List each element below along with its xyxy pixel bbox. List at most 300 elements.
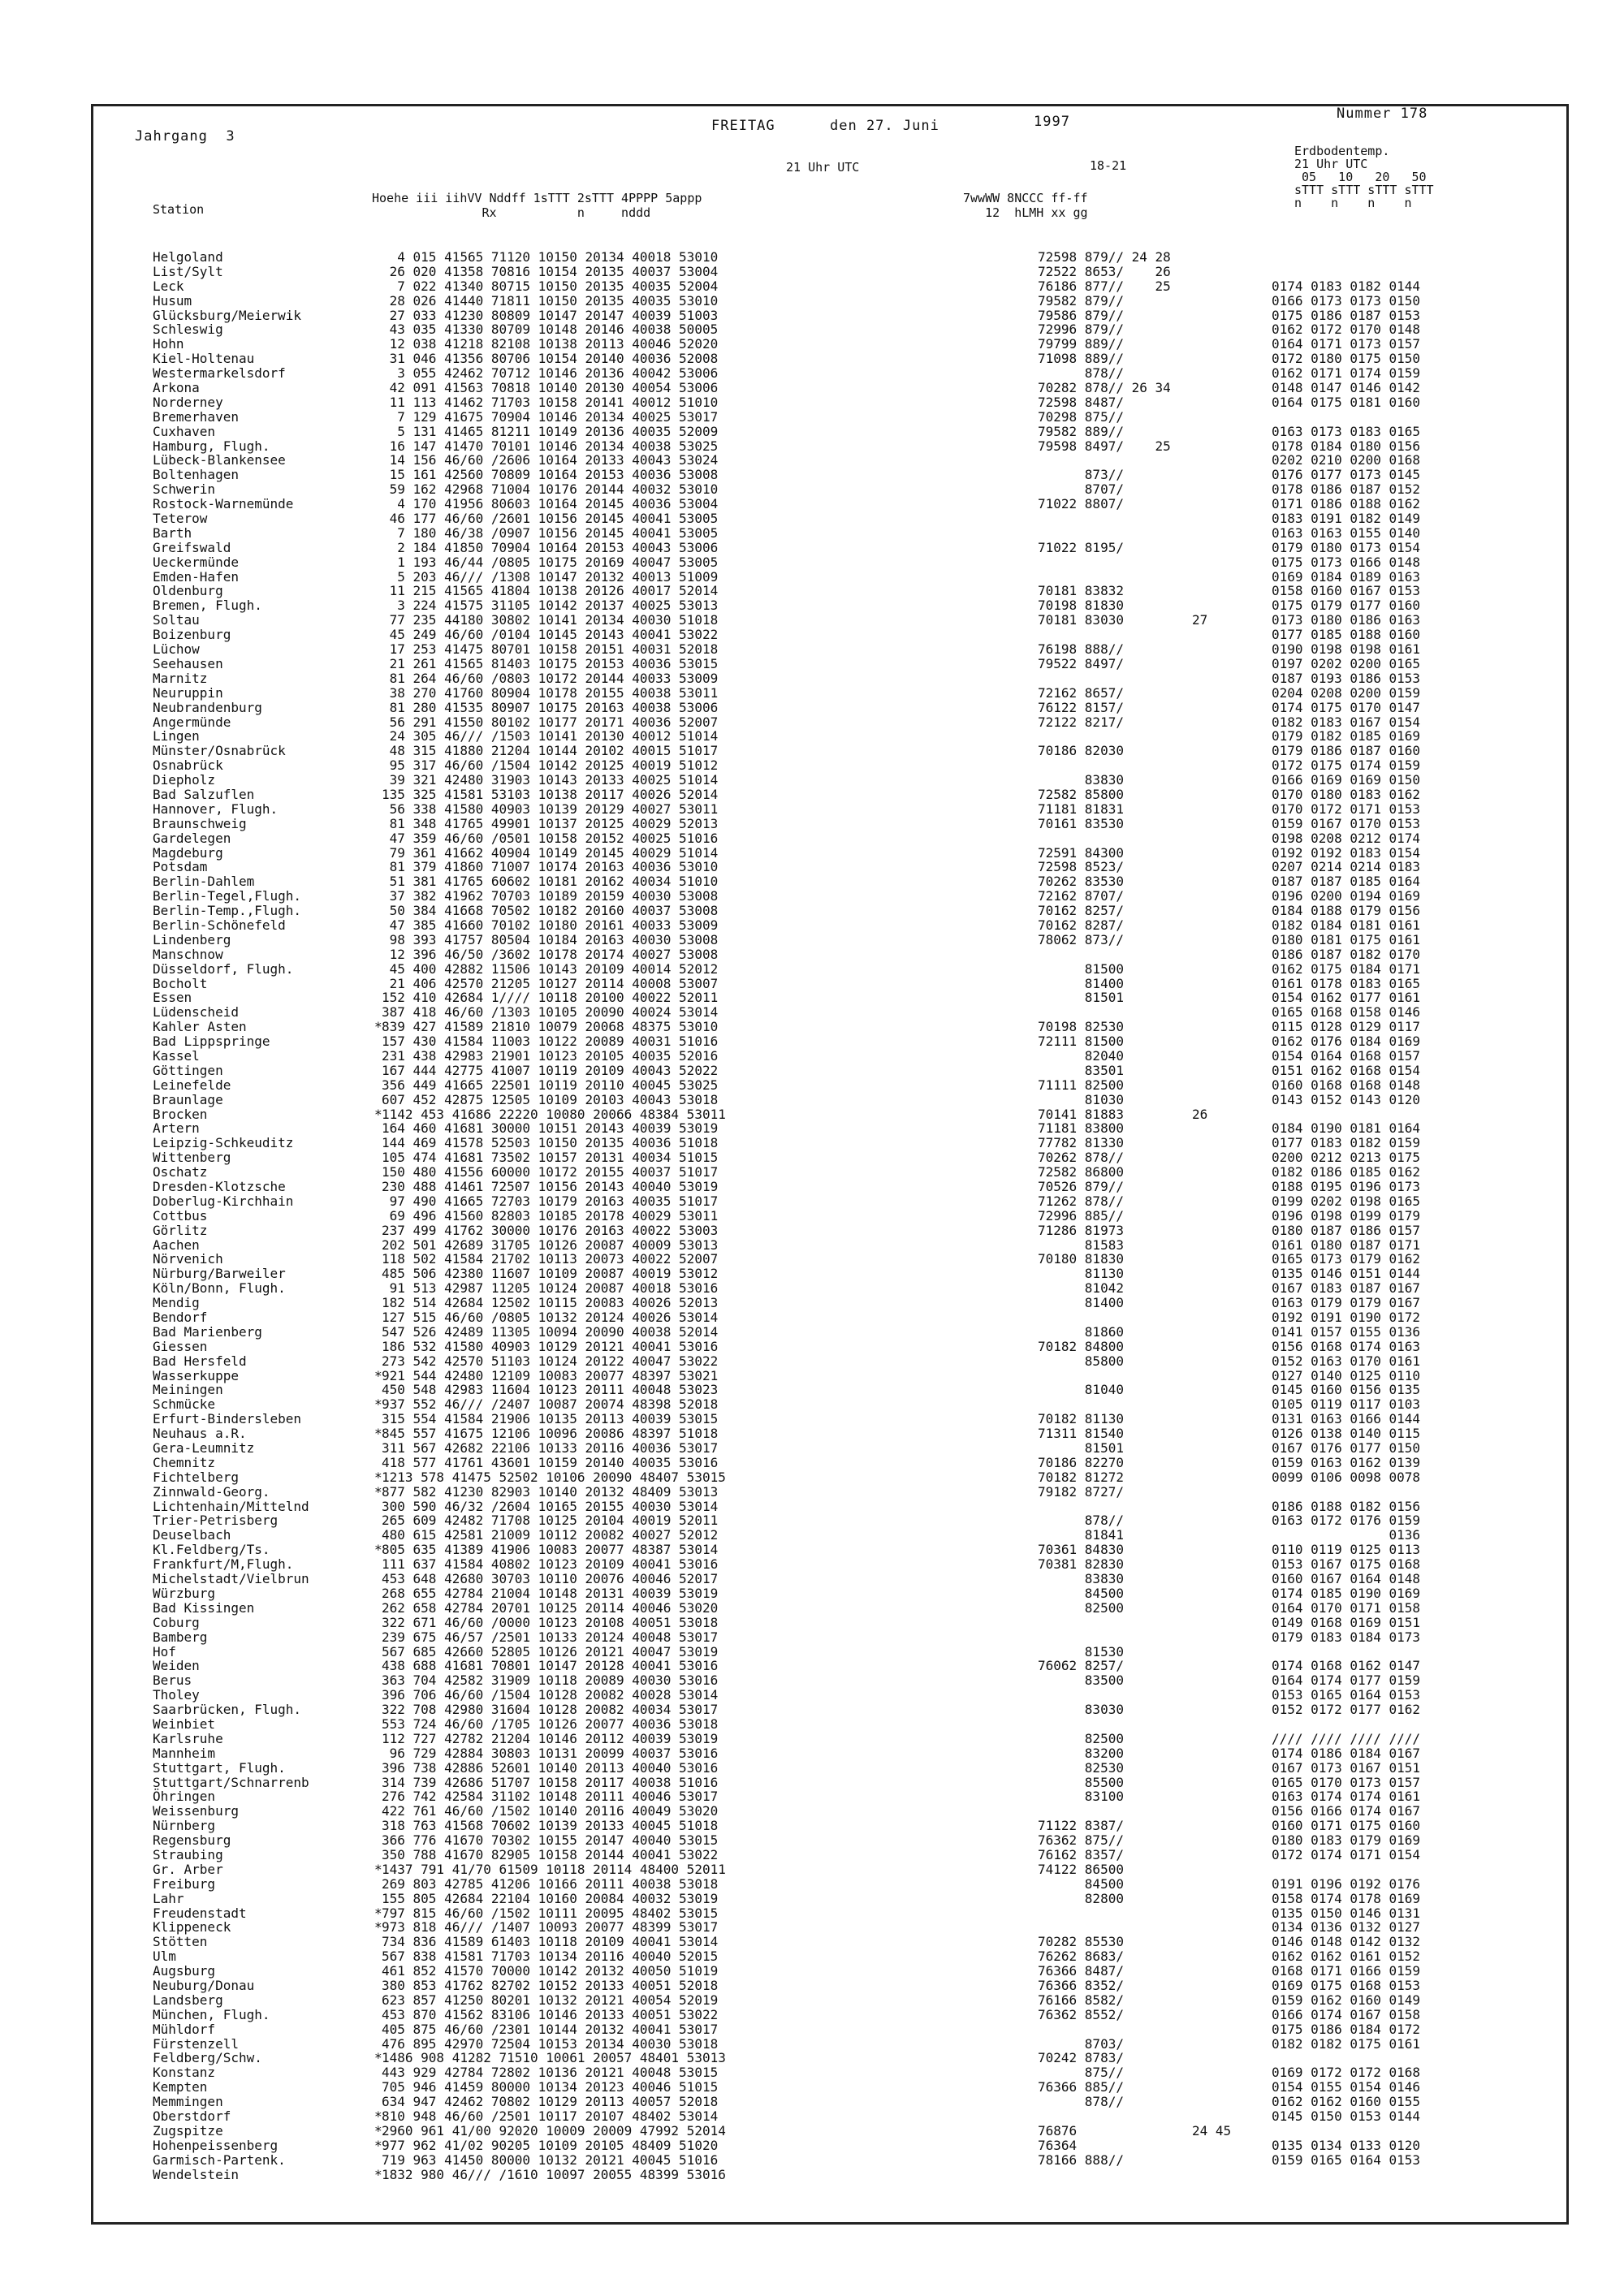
station-name: Oschatz <box>153 1164 208 1180</box>
station-observations: 38 270 41760 80904 10178 20155 40038 53011 <box>382 684 719 701</box>
soil-temperatures: 0156 0168 0174 0163 <box>1272 1338 1421 1354</box>
station-observations: 2 184 41850 70904 10164 20153 40043 53006 <box>382 539 719 555</box>
station-observations: 118 502 41584 21702 10113 20073 40022 52007 <box>382 1251 719 1267</box>
synop-groups: 878// <box>1038 365 1124 382</box>
soil-temperatures: 0169 0184 0189 0163 <box>1272 568 1421 585</box>
synop-groups: 71262 878// <box>1038 1193 1124 1209</box>
soil-temperatures: 0175 0186 0184 0172 <box>1272 2021 1421 2037</box>
station-name: Osnabrück <box>153 757 223 774</box>
station-name: Chemnitz <box>153 1454 216 1470</box>
station-name: Gr. Arber <box>153 1861 223 1877</box>
station-observations: 937 552 46/// /2407 10087 20074 48398 52018 <box>382 1396 719 1413</box>
soil-temperatures: 0182 0184 0181 0161 <box>1272 917 1421 933</box>
station-name: Berlin-Tegel,Flugh. <box>153 888 302 904</box>
synop-groups: 82500 <box>1038 1599 1124 1616</box>
station-observations: 977 962 41/02 90205 10109 20105 48409 51020 <box>382 2137 719 2153</box>
station-observations: 17 253 41475 80701 10158 20151 40031 52018 <box>382 641 719 658</box>
synop-groups: 72522 8653/ 26 <box>1038 263 1171 279</box>
soil-temperatures: 0159 0163 0162 0139 <box>1272 1454 1421 1470</box>
station-observations: 623 857 41250 80201 10132 20121 40054 52019 <box>382 1992 719 2008</box>
station-observations: 97 490 41665 72703 10179 20163 40035 51017 <box>382 1193 719 1209</box>
station-observations: 322 708 42980 31604 10128 20082 40034 53017 <box>382 1702 719 1718</box>
soil-temperatures: 0135 0134 0133 0120 <box>1272 2137 1421 2153</box>
station-name: Braunlage <box>153 1091 223 1107</box>
station-observations: 56 338 41580 40903 10139 20129 40027 53011 <box>382 801 719 817</box>
jahrgang: Jahrgang 3 <box>135 128 235 145</box>
station-name: Rostock-Warnemünde <box>153 496 294 512</box>
station-observations: 276 742 42584 31102 10148 20111 40046 53017 <box>382 1789 719 1805</box>
soil-temperatures: 0162 0162 0161 0152 <box>1272 1949 1421 1965</box>
mountain-marker: * <box>374 1106 382 1122</box>
station-name: Glücksburg/Meierwik <box>153 307 302 323</box>
data-column-subheader: Rx n nddd <box>372 205 651 220</box>
soil-temperatures: 0153 0167 0175 0168 <box>1272 1556 1421 1573</box>
station-observations: 50 384 41668 70502 10182 20160 40037 53008 <box>382 903 719 919</box>
synop-groups: 72122 8217/ <box>1038 714 1124 730</box>
synop-groups: 71022 8195/ <box>1038 539 1124 555</box>
synop-groups: 8707/ <box>1038 481 1124 498</box>
station-name: Lüchow <box>153 641 200 658</box>
station-name: Hohenpeissenberg <box>153 2137 279 2153</box>
soil-temperatures: 0179 0183 0184 0173 <box>1272 1629 1421 1645</box>
station-name: Hamburg, Flugh. <box>153 438 270 454</box>
synop-groups: 70282 85530 <box>1038 1934 1124 1950</box>
soil-temp-title: Erdbodentemp. <box>1294 144 1390 158</box>
soil-temp-code-n: n n n n <box>1294 196 1412 210</box>
synop-groups: 85500 <box>1038 1774 1124 1790</box>
station-name: Bendorf <box>153 1310 208 1326</box>
station-observations: 11 113 41462 71703 10158 20141 40012 51010 <box>382 394 719 410</box>
station-name: Seehausen <box>153 655 223 671</box>
soil-temperatures: 0180 0181 0175 0161 <box>1272 931 1421 947</box>
station-observations: 797 815 46/60 /1502 10111 20095 48402 53015 <box>382 1905 719 1921</box>
station-name: Berlin-Dahlem <box>153 874 255 890</box>
station-observations: 418 577 41761 43601 10159 20140 40035 53016 <box>382 1454 719 1470</box>
soil-temperatures: 0166 0174 0167 0158 <box>1272 2006 1421 2022</box>
station-name: Berlin-Temp.,Flugh. <box>153 903 302 919</box>
synop-groups: 76062 8257/ <box>1038 1658 1124 1674</box>
station-name: Neuhaus a.R. <box>153 1426 247 1442</box>
station-name: Brocken <box>153 1106 208 1122</box>
synop-groups: 79598 8497/ 25 <box>1038 438 1171 454</box>
soil-temperatures: 0178 0184 0180 0156 <box>1272 438 1421 454</box>
station-observations: 443 929 42784 72802 10136 20121 40048 53015 <box>382 2065 719 2081</box>
station-name: Greifswald <box>153 539 231 555</box>
station-observations: 231 438 42983 21901 10123 20105 40035 52016 <box>382 1047 719 1064</box>
synop-groups: 875// <box>1038 2065 1124 2081</box>
soil-temperatures: 0204 0208 0200 0159 <box>1272 684 1421 701</box>
soil-temperatures: 0135 0146 0151 0144 <box>1272 1266 1421 1282</box>
soil-temperatures: 0200 0212 0213 0175 <box>1272 1150 1421 1166</box>
station-observations: 396 706 46/60 /1504 10128 20082 40028 53014 <box>382 1687 719 1703</box>
station-observations: 48 315 41880 21204 10144 20102 40015 51017 <box>382 743 719 759</box>
soil-temperatures: 0159 0162 0160 0149 <box>1272 1992 1421 2008</box>
station-observations: 810 948 46/60 /2501 10117 20107 48402 53014 <box>382 2108 719 2124</box>
station-observations: 877 582 41230 82903 10140 20132 48409 53013 <box>382 1483 719 1500</box>
station-name: Gera-Leumnitz <box>153 1440 255 1457</box>
synop-groups: 79522 8497/ <box>1038 655 1124 671</box>
station-name: Schwerin <box>153 481 216 498</box>
synop-groups: 79799 889// <box>1038 336 1124 352</box>
station-observations: 322 671 46/60 /0000 10123 20108 40051 53018 <box>382 1614 719 1630</box>
station-observations: 45 249 46/60 /0104 10145 20143 40041 53022 <box>382 627 719 643</box>
soil-temperatures: 0199 0202 0198 0165 <box>1272 1193 1421 1209</box>
station-name: Lüdenscheid <box>153 1004 239 1021</box>
station-name: Gardelegen <box>153 830 231 846</box>
station-name: Bad Hersfeld <box>153 1353 247 1369</box>
station-observations: 95 317 46/60 /1504 10142 20125 40019 51012 <box>382 757 719 774</box>
station-name: Kassel <box>153 1047 200 1064</box>
mountain-marker: * <box>374 2166 382 2182</box>
synop-groups: 72598 8487/ <box>1038 394 1124 410</box>
station-name: Artern <box>153 1120 200 1137</box>
synop-groups: 81583 <box>1038 1236 1124 1253</box>
station-name: Neuburg/Donau <box>153 1977 255 1993</box>
soil-temperatures: 0152 0163 0170 0161 <box>1272 1353 1421 1369</box>
year: 1997 <box>1034 114 1070 130</box>
station-observations: 150 480 41556 60000 10172 20155 40037 51017 <box>382 1164 719 1180</box>
station-observations: 405 875 46/60 /2301 10144 20132 40041 53017 <box>382 2021 719 2037</box>
station-name: Potsdam <box>153 859 208 875</box>
synop-groups: 84500 <box>1038 1585 1124 1601</box>
station-name: Stuttgart, Flugh. <box>153 1759 286 1776</box>
synop-groups: 81400 <box>1038 1295 1124 1311</box>
soil-temperatures: 0159 0165 0164 0153 <box>1272 2151 1421 2168</box>
station-name: Lichtenhain/Mittelnd <box>153 1498 309 1514</box>
station-observations: 485 506 42380 11607 10109 20087 40019 53012 <box>382 1266 719 1282</box>
synop-groups: 72598 879// 24 28 <box>1038 249 1171 265</box>
soil-temperatures: 0156 0166 0174 0167 <box>1272 1803 1421 1819</box>
soil-temperatures: 0172 0174 0171 0154 <box>1272 1846 1421 1862</box>
station-observations: 12 038 41218 82108 10138 20113 40046 52020 <box>382 336 719 352</box>
station-name: Mendig <box>153 1295 200 1311</box>
station-observations: 476 895 42970 72504 10153 20134 40030 53018 <box>382 2035 719 2052</box>
station-name: Wittenberg <box>153 1150 231 1166</box>
station-observations: 28 026 41440 71811 10150 20135 40035 53010 <box>382 292 719 309</box>
synop-groups: 878// <box>1038 2094 1124 2110</box>
station-observations: 7 180 46/38 /0907 10156 20145 40041 53005 <box>382 524 719 541</box>
station-observations: 480 615 42581 21009 10112 20082 40027 52012 <box>382 1527 719 1543</box>
synop-groups: 81501 <box>1038 990 1124 1006</box>
station-observations: 152 410 42684 1//// 10118 20100 40022 52011 <box>382 990 719 1006</box>
station-name: Freudenstadt <box>153 1905 247 1921</box>
station-name: Memmingen <box>153 2094 223 2110</box>
station-name: Bad Kissingen <box>153 1599 255 1616</box>
synop-groups: 70182 81272 <box>1038 1469 1124 1485</box>
soil-temperatures: 0170 0180 0183 0162 <box>1272 786 1421 802</box>
station-name: Kiel-Holtenau <box>153 351 255 367</box>
station-name: Stötten <box>153 1934 208 1950</box>
station-observations: 157 430 41584 11003 10122 20089 40031 51016 <box>382 1034 719 1050</box>
synop-groups: 72162 8657/ <box>1038 684 1124 701</box>
soil-temperatures: 0162 0176 0184 0169 <box>1272 1034 1421 1050</box>
station-column-header: Station <box>153 202 205 217</box>
station-name: Braunschweig <box>153 815 247 831</box>
mountain-marker: * <box>374 1396 382 1413</box>
soil-temperatures: 0169 0172 0172 0168 <box>1272 2065 1421 2081</box>
station-name: Hof <box>153 1643 176 1659</box>
synop-groups: 76198 888// <box>1038 641 1124 658</box>
station-name: Magdeburg <box>153 844 223 861</box>
station-name: Bad Salzuflen <box>153 786 255 802</box>
synop-groups: 85800 <box>1038 1353 1124 1369</box>
station-observations: 47 359 46/60 /0501 10158 20152 40025 51016 <box>382 830 719 846</box>
station-observations: 366 776 41670 70302 10155 20147 40040 53015 <box>382 1832 719 1849</box>
station-observations: 26 020 41358 70816 10154 20135 40037 53004 <box>382 263 719 279</box>
soil-temperatures: 0180 0183 0179 0169 <box>1272 1832 1421 1849</box>
soil-temperatures: 0115 0128 0129 0117 <box>1272 1019 1421 1035</box>
synop-groups: 76366 8487/ <box>1038 1963 1124 1979</box>
synop-groups: 76166 8582/ <box>1038 1992 1124 2008</box>
synop-groups: 70186 82270 <box>1038 1454 1124 1470</box>
station-observations: 3 055 42462 70712 10146 20136 40042 53006 <box>382 365 719 382</box>
synop-groups: 76362 875// <box>1038 1832 1124 1849</box>
synop-column-header: 7wwWW 8NCCC ff-ff <box>963 191 1088 205</box>
station-name: Ueckermünde <box>153 554 239 570</box>
soil-temperatures: 0196 0198 0199 0179 <box>1272 1207 1421 1224</box>
synop-groups: 878// <box>1038 1513 1124 1529</box>
synop-groups: 81530 <box>1038 1643 1124 1659</box>
station-observations: 31 046 41356 80706 10154 20140 40036 52008 <box>382 351 719 367</box>
station-observations: 15 161 42560 70809 10164 20153 40036 53008 <box>382 467 719 483</box>
station-observations: 363 704 42582 31909 10118 20089 40030 53016 <box>382 1672 719 1689</box>
wind-gusts: 26 <box>1192 1106 1208 1122</box>
station-observations: 1213 578 41475 52502 10106 20090 48407 53015 <box>382 1469 726 1485</box>
synop-groups: 76876 <box>1038 2122 1078 2138</box>
station-observations: 7 022 41340 80715 10150 20135 40035 52004 <box>382 278 719 294</box>
station-name: Barth <box>153 524 192 541</box>
station-name: Neuruppin <box>153 684 223 701</box>
soil-temperatures: 0180 0187 0186 0157 <box>1272 1222 1421 1238</box>
station-name: Trier-Petrisberg <box>153 1513 279 1529</box>
mountain-marker: * <box>374 2108 382 2124</box>
soil-temperatures: 0196 0200 0194 0169 <box>1272 888 1421 904</box>
station-observations: 845 557 41675 12106 10096 20086 48397 51018 <box>382 1426 719 1442</box>
station-observations: 273 542 42570 51103 10124 20122 40047 53022 <box>382 1353 719 1369</box>
station-name: Nörvenich <box>153 1251 223 1267</box>
synop-groups: 78062 873// <box>1038 931 1124 947</box>
synop-groups: 70198 82530 <box>1038 1019 1124 1035</box>
station-observations: 111 637 41584 40802 10123 20109 40041 53016 <box>382 1556 719 1573</box>
station-name: Essen <box>153 990 192 1006</box>
soil-temperatures: 0159 0167 0170 0153 <box>1272 815 1421 831</box>
soil-temperatures: 0186 0188 0182 0156 <box>1272 1498 1421 1514</box>
soil-temperatures: 0183 0191 0182 0149 <box>1272 511 1421 527</box>
synop-groups: 83030 <box>1038 1702 1124 1718</box>
soil-temperatures: 0167 0183 0187 0167 <box>1272 1280 1421 1297</box>
station-observations: 164 460 41681 30000 10151 20143 40039 53019 <box>382 1120 719 1137</box>
station-observations: 144 469 41578 52503 10150 20135 40036 51018 <box>382 1135 719 1151</box>
mountain-marker: * <box>374 1019 382 1035</box>
station-observations: 21 261 41565 81403 10175 20153 40036 53015 <box>382 655 719 671</box>
soil-temperatures: 0191 0196 0192 0176 <box>1272 1875 1421 1892</box>
synop-groups: 70181 83030 <box>1038 612 1124 628</box>
soil-temperatures: 0179 0180 0173 0154 <box>1272 539 1421 555</box>
soil-temperatures: 0143 0152 0143 0120 <box>1272 1091 1421 1107</box>
station-name: Aachen <box>153 1236 200 1253</box>
station-name: Marnitz <box>153 670 208 686</box>
synop-groups: 70186 82030 <box>1038 743 1124 759</box>
synop-groups: 70162 8287/ <box>1038 917 1124 933</box>
station-observations: 91 513 42987 11205 10124 20087 40018 53016 <box>382 1280 719 1297</box>
station-observations: 422 761 46/60 /1502 10140 20116 40049 53020 <box>382 1803 719 1819</box>
synop-groups: 82500 <box>1038 1730 1124 1746</box>
station-name: Lingen <box>153 728 200 744</box>
soil-temperatures: 0105 0119 0117 0103 <box>1272 1396 1421 1413</box>
station-observations: 3 224 41575 31105 10142 20137 40025 53013 <box>382 598 719 614</box>
soil-temperatures: 0163 0174 0174 0161 <box>1272 1789 1421 1805</box>
station-name: Lübeck-Blankensee <box>153 452 286 468</box>
station-name: Nürburg/Barweiler <box>153 1266 286 1282</box>
mountain-marker: * <box>374 1483 382 1500</box>
station-name: Frankfurt/M,Flugh. <box>153 1556 294 1573</box>
station-observations: 186 532 41580 40903 10129 20121 40041 53016 <box>382 1338 719 1354</box>
station-name: Arkona <box>153 380 200 396</box>
station-name: Wasserkuppe <box>153 1367 239 1383</box>
synop-groups: 82040 <box>1038 1047 1124 1064</box>
soil-temperatures: 0145 0150 0153 0144 <box>1272 2108 1421 2124</box>
soil-temperatures: 0186 0187 0182 0170 <box>1272 946 1421 962</box>
soil-temperatures: 0188 0195 0196 0173 <box>1272 1179 1421 1194</box>
synop-groups: 81860 <box>1038 1323 1124 1340</box>
synop-groups: 81400 <box>1038 975 1124 991</box>
soil-temp-code: sTTT sTTT sTTT sTTT <box>1294 183 1434 197</box>
station-name: Köln/Bonn, Flugh. <box>153 1280 286 1297</box>
station-name: Erfurt-Bindersleben <box>153 1411 302 1427</box>
station-observations: 356 449 41665 22501 10119 20110 40045 53025 <box>382 1077 719 1093</box>
soil-temperatures: 0167 0176 0177 0150 <box>1272 1440 1421 1457</box>
station-name: Cuxhaven <box>153 423 216 439</box>
synop-groups: 72111 81500 <box>1038 1034 1124 1050</box>
soil-temperatures: 0162 0172 0170 0148 <box>1272 322 1421 338</box>
soil-temperatures: 0182 0186 0185 0162 <box>1272 1164 1421 1180</box>
station-name: Leinefelde <box>153 1077 231 1093</box>
station-observations: 21 406 42570 21205 10127 20114 40008 53007 <box>382 975 719 991</box>
station-name: Freiburg <box>153 1875 216 1892</box>
station-name: Düsseldorf, Flugh. <box>153 960 294 977</box>
station-name: Bremen, Flugh. <box>153 598 262 614</box>
synop-groups: 76122 8157/ <box>1038 699 1124 715</box>
station-observations: 450 548 42983 11604 10123 20111 40048 53023 <box>382 1382 719 1398</box>
synop-groups: 70162 8257/ <box>1038 903 1124 919</box>
soil-temperatures: 0179 0186 0187 0160 <box>1272 743 1421 759</box>
soil-temperatures: 0174 0168 0162 0147 <box>1272 1658 1421 1674</box>
soil-temperatures: 0134 0136 0132 0127 <box>1272 1919 1421 1936</box>
station-name: Coburg <box>153 1614 200 1630</box>
station-observations: 380 853 41762 82702 10152 20133 40051 52018 <box>382 1977 719 1993</box>
station-observations: 5 203 46/// /1308 10147 20132 40013 51009 <box>382 568 719 585</box>
soil-temperatures: 0198 0208 0212 0174 <box>1272 830 1421 846</box>
soil-temperatures: 0158 0174 0178 0169 <box>1272 1890 1421 1906</box>
station-observations: 43 035 41330 80709 10148 20146 40038 50005 <box>382 322 719 338</box>
soil-temperatures: 0174 0186 0184 0167 <box>1272 1745 1421 1761</box>
station-observations: 11 215 41565 41804 10138 20126 40017 52014 <box>382 583 719 599</box>
synop-groups: 70161 83530 <box>1038 815 1124 831</box>
station-observations: 4 170 41956 80603 10164 20145 40036 53004 <box>382 496 719 512</box>
synop-groups: 70262 878// <box>1038 1150 1124 1166</box>
soil-temperatures: 0164 0175 0181 0160 <box>1272 394 1421 410</box>
soil-temperatures: 0184 0190 0181 0164 <box>1272 1120 1421 1137</box>
station-observations: 567 838 41581 71703 10134 20116 40040 52015 <box>382 1949 719 1965</box>
synop-groups: 71286 81973 <box>1038 1222 1124 1238</box>
station-name: Bocholt <box>153 975 208 991</box>
station-name: Karlsruhe <box>153 1730 223 1746</box>
soil-temperatures: 0170 0172 0171 0153 <box>1272 801 1421 817</box>
station-name: Bad Marienberg <box>153 1323 262 1340</box>
soil-temperatures: 0148 0147 0146 0142 <box>1272 380 1421 396</box>
station-name: Weinbiet <box>153 1716 216 1732</box>
station-observations: 1832 980 46/// /1610 10097 20055 48399 53016 <box>382 2166 726 2182</box>
station-observations: 45 400 42882 11506 10143 20109 40014 52012 <box>382 960 719 977</box>
station-observations: 81 280 41535 80907 10175 20163 40038 53006 <box>382 699 719 715</box>
soil-temperatures: 0168 0171 0166 0159 <box>1272 1963 1421 1979</box>
synop-groups: 71181 83800 <box>1038 1120 1124 1137</box>
synop-groups: 71122 8387/ <box>1038 1818 1124 1834</box>
station-observations: 567 685 42660 52805 10126 20121 40047 53019 <box>382 1643 719 1659</box>
station-observations: 16 147 41470 70101 10146 20134 40038 53025 <box>382 438 719 454</box>
soil-temperatures: 0167 0173 0167 0151 <box>1272 1759 1421 1776</box>
station-observations: 300 590 46/32 /2604 10165 20155 40030 53014 <box>382 1498 719 1514</box>
synop-groups: 83830 <box>1038 1571 1124 1587</box>
weekday: FREITAG <box>711 118 775 134</box>
station-name: Konstanz <box>153 2065 216 2081</box>
soil-temperatures: 0136 <box>1272 1527 1421 1543</box>
station-observations: 96 729 42884 30803 10131 20099 40037 53016 <box>382 1745 719 1761</box>
synop-groups: 70526 879// <box>1038 1179 1124 1194</box>
soil-temp-depths: 05 10 20 50 <box>1294 170 1427 184</box>
soil-temperatures: 0169 0175 0168 0153 <box>1272 1977 1421 1993</box>
station-name: Zinnwald-Georg. <box>153 1483 270 1500</box>
station-name: Diepholz <box>153 772 216 788</box>
station-name: Straubing <box>153 1846 223 1862</box>
station-name: Münster/Osnabrück <box>153 743 286 759</box>
station-observations: 47 385 41660 70102 10180 20161 40033 53009 <box>382 917 719 933</box>
soil-temperatures: 0161 0178 0183 0165 <box>1272 975 1421 991</box>
soil-temperatures: 0151 0162 0168 0154 <box>1272 1062 1421 1078</box>
synop-groups: 81042 <box>1038 1280 1124 1297</box>
synop-groups: 72591 84300 <box>1038 844 1124 861</box>
station-observations: 453 648 42680 30703 10110 20076 40046 52017 <box>382 1571 719 1587</box>
station-observations: 634 947 42462 70802 10129 20113 40057 52018 <box>382 2094 719 2110</box>
synop-groups: 70182 84800 <box>1038 1338 1124 1354</box>
station-observations: 42 091 41563 70818 10140 20130 40054 53006 <box>382 380 719 396</box>
soil-temperatures: 0146 0148 0142 0132 <box>1272 1934 1421 1950</box>
station-name: Landsberg <box>153 1992 223 2008</box>
soil-temperatures: 0164 0170 0171 0158 <box>1272 1599 1421 1616</box>
soil-temperatures: 0158 0160 0167 0153 <box>1272 583 1421 599</box>
synop-groups: 82530 <box>1038 1759 1124 1776</box>
station-name: Regensburg <box>153 1832 231 1849</box>
soil-temperatures: 0127 0140 0125 0110 <box>1272 1367 1421 1383</box>
synop-groups: 76364 <box>1038 2137 1078 2153</box>
soil-temperatures: 0197 0202 0200 0165 <box>1272 655 1421 671</box>
station-name: Öhringen <box>153 1789 216 1805</box>
soil-temperatures: 0166 0173 0173 0150 <box>1272 292 1421 309</box>
station-observations: 438 688 41681 70801 10147 20128 40041 53016 <box>382 1658 719 1674</box>
soil-temp-time: 21 Uhr UTC <box>1294 157 1368 171</box>
station-name: München, Flugh. <box>153 2006 270 2022</box>
station-name: Bremerhaven <box>153 408 239 425</box>
station-name: Fürstenzell <box>153 2035 239 2052</box>
station-name: Klippeneck <box>153 1919 231 1936</box>
time-label: 21 Uhr UTC <box>786 160 860 175</box>
station-name: Meiningen <box>153 1382 223 1398</box>
soil-temperatures: 0164 0171 0173 0157 <box>1272 336 1421 352</box>
station-observations: 268 655 42784 21004 10148 20131 40039 53019 <box>382 1585 719 1601</box>
station-observations: 387 418 46/60 /1303 10105 20090 40024 53014 <box>382 1004 719 1021</box>
soil-temperatures: 0154 0162 0177 0161 <box>1272 990 1421 1006</box>
synop-groups: 83501 <box>1038 1062 1124 1078</box>
